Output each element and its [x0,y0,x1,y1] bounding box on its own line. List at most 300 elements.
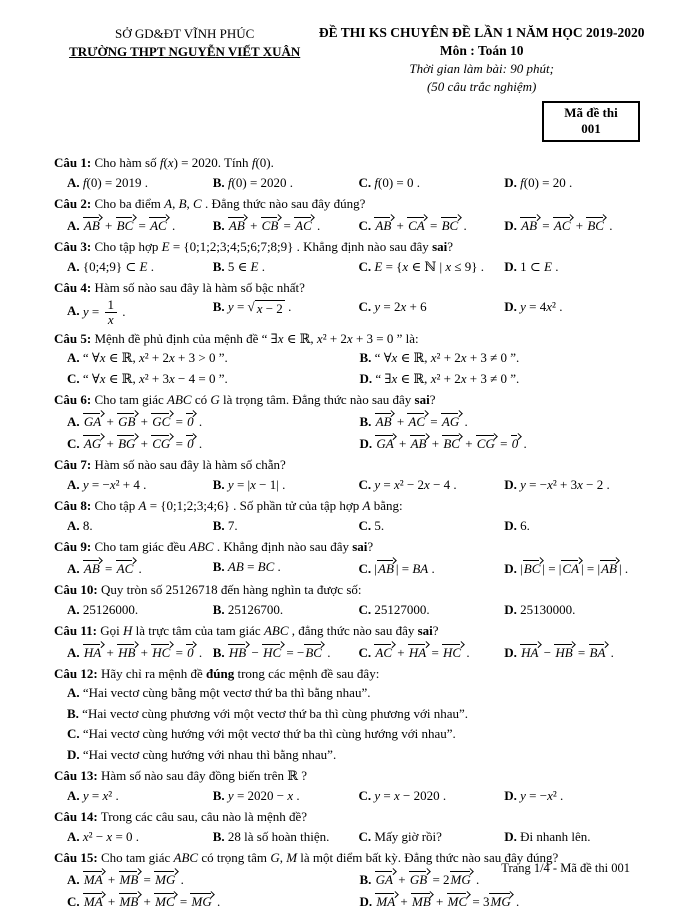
option-text: 7. [224,517,238,533]
exam-header [54,24,648,96]
option-text: f(0) = 2019 . [82,174,149,190]
option [360,890,651,912]
option [67,516,211,536]
vector-overline: BC [116,215,136,233]
option-key: C. [358,258,372,274]
vector-overline: BC [586,215,606,233]
option-text: MA + MB + MC = MG . [80,894,221,909]
question-text [54,665,648,683]
option [67,348,358,368]
option-key: B. [212,601,225,617]
vector-overline: MG [489,891,512,909]
option-key: C. [358,787,372,803]
vector-overline: HA [408,642,428,660]
option-key: B. [359,350,372,366]
question-text [54,330,648,348]
options-grid [54,600,648,620]
question-body: Cho tập hợp E = {0;1;2;3;4;5;6;7;8;9} . Khẳng định nào sau đây sai? [91,239,454,255]
option [67,557,211,579]
option-key: B. [212,644,225,660]
option-key: B. [212,787,225,803]
option-key: B. [359,413,372,429]
vector-overline: AG [441,411,461,429]
question [54,279,648,328]
question [54,154,648,193]
option-text: y = −x² + 4 . [82,476,147,492]
option-text: AB + AC = AG . [371,414,467,429]
question [54,497,648,536]
option [67,827,211,847]
option-text: HA − HB = BA . [517,645,614,660]
header-right-block [315,24,648,96]
question-label: Câu 14: [54,809,98,825]
option-key: A. [67,303,80,319]
option [67,641,211,663]
vector-overline: AC [407,411,427,429]
vector-overline: AB [410,433,429,451]
option [67,173,211,193]
option-key: D. [359,370,373,386]
vector-overline: MC [447,891,470,909]
option [359,786,503,806]
option-key: D. [504,299,517,315]
vector-overline: MA [83,869,105,887]
option-key: D. [504,828,517,844]
question-body: Gọi H là trực tâm của tam giác ABC , đẳng thức nào sau đây sai? [96,623,439,639]
vector-overline: 0 [186,411,196,429]
option-key: D. [504,258,517,274]
exam-title: ĐỀ THI KS CHUYÊN ĐỀ LẦN 1 NĂM HỌC 2019-2020 [318,25,645,40]
option-key: C. [358,174,372,190]
option-text: E = {x ∈ ℕ | x ≤ 9} . [374,258,484,274]
option-key: D. [67,746,80,762]
vector-overline: AB [83,558,102,576]
option [504,475,648,495]
option [359,641,503,663]
vector-overline: CB [261,215,281,233]
option-key: D. [504,560,517,576]
option-key: B. [212,558,225,574]
option-text: f(0) = 0 . [374,174,421,190]
option-key: A. [67,560,80,576]
square-root: √ x − 2 [247,299,283,317]
vector-overline: MC [154,891,177,909]
question [54,622,648,663]
option [67,683,648,703]
options-grid [54,257,648,277]
vector-overline: MA [83,891,105,909]
vector-overline: BC [441,215,461,233]
option-key: C. [358,601,372,617]
vector-overline: 0 [511,433,521,451]
duration-line: Thời gian làm bài: 90 phút; [409,61,554,77]
option-key: A. [67,644,80,660]
options-grid [54,475,648,495]
option-key: D. [504,476,517,492]
option [359,557,503,579]
page-footer: Trang 1/4 - Mã đề thi 001 [501,861,630,875]
question-label: Câu 12: [54,666,98,682]
option-text: 25126000. [79,601,139,617]
question-text [54,808,648,826]
option-text: “Hai vectơ cùng bằng một vectơ thứ ba thì bằng nhau”. [79,685,371,701]
question-body: Cho ba điểm A, B, C . Đẳng thức nào sau đây đúng? [91,196,366,212]
vector-overline: MB [119,869,141,887]
option-key: B. [212,476,225,492]
question-label: Câu 13: [54,768,98,784]
option [360,410,651,432]
vector-overline: BG [117,433,137,451]
option-key: C. [358,644,372,660]
question-label: Câu 15: [54,850,98,866]
vector-overline: AC [149,215,169,233]
option [504,257,648,277]
options-grid [54,641,648,663]
option [67,214,211,236]
option-text: “ ∃x ∈ ℝ, x² + 2x + 3 ≠ 0 ”. [372,370,520,386]
vector-overline: GA [83,411,103,429]
option-text: AG + BG + CG = 0 . [80,436,203,451]
option-text: |BC | = |CA | = |AB | . [517,561,628,576]
question-body: Hàm số nào sau đây là hàm số chẵn? [91,457,286,473]
option-text: y = x² . [82,787,119,803]
option-text: y = 2020 − x . [227,787,300,803]
option-key: C. [67,726,80,742]
option-text: AB = BC . [227,558,281,574]
vector-overline: HC [151,642,172,660]
option-text: y = √ x − 2 . [227,299,292,317]
option-text: GA + AB + BC + CG = 0 . [372,436,527,451]
question-text [54,279,648,297]
question [54,808,648,847]
option-key: D. [504,787,517,803]
question-label: Câu 11: [54,623,97,639]
question-text [54,238,648,256]
option [359,475,503,495]
option [213,297,357,327]
option [504,641,648,663]
vector-overline: GB [117,411,137,429]
option [359,516,503,536]
question-text [54,456,648,474]
question [54,538,648,579]
option-text: |AB | = BA . [371,561,435,576]
option [213,516,357,536]
options-grid [54,410,648,455]
option-key: D. [504,174,517,190]
vector-overline: MG [190,891,213,909]
vector-overline: HA [83,642,103,660]
question-body: Quy tròn số 25126718 đến hàng nghìn ta được số: [97,582,362,598]
option-text: 8. [79,517,93,533]
option-key: A. [67,217,80,233]
option-text: y = −x² + 3x − 2 . [520,476,610,492]
option-key: A. [67,517,80,533]
vector-overline: 0 [186,642,196,660]
question-text [54,767,648,785]
fraction: $\frac{1}{x}$ [105,298,118,326]
vector-overline: MG [450,869,473,887]
option-text: 25126700. [224,601,284,617]
vector-overline: AB [83,215,102,233]
question [54,456,648,495]
vector-overline: MG [154,869,177,887]
option [67,745,648,765]
vector-overline: HC [442,642,463,660]
vector-overline: BC [304,642,324,660]
vector-overline: GA [375,433,395,451]
question [54,581,648,620]
option [213,557,357,579]
option-text: AB + CA = BC . [371,218,467,233]
option-key: C. [358,517,372,533]
vector-overline: CG [476,433,497,451]
option-text: y = |x − 1| . [227,476,286,492]
option-text: “ ∀x ∈ ℝ, x² + 2x + 3 > 0 ”. [79,350,228,366]
question-text [54,195,648,213]
option [359,173,503,193]
option [67,868,358,890]
option-text: MA + MB = MG . [80,872,184,887]
question-body: Cho hàm số f(x) = 2020. Tính f(0). [91,155,274,171]
vector-overline: BA [589,642,608,660]
question-body: Cho tam giác đều ABC . Khẳng định nào sau đây sai? [91,539,374,555]
option-text: GA + GB + GC = 0 . [80,414,203,429]
option-text: HA + HB + HC = 0 . [80,645,203,660]
option-key: C. [67,894,80,909]
vector-overline: AC [294,215,314,233]
options-grid [54,173,648,193]
option [213,641,357,663]
option-text: GA + GB = 2MG . [371,872,479,887]
option-text: “ ∀x ∈ ℝ, x² + 2x + 3 ≠ 0 ”. [371,350,520,366]
option-text: y = $\frac{1}{x}$ . [82,297,126,328]
option [67,432,358,454]
option-text: y = 2x + 6 [374,299,427,315]
option-text: MA + MB + MC = 3MG . [372,894,519,909]
question [54,330,648,389]
question-body: Hãy chỉ ra mệnh đề đúng trong các mệnh đề sau đây: [97,666,380,682]
option-text: 25130000. [516,601,576,617]
vector-overline: CG [151,433,172,451]
question-label: Câu 4: [54,280,92,296]
exam-code-box [542,101,640,143]
option-key: D. [359,436,373,452]
vector-overline: CA [407,215,427,233]
option [504,557,648,579]
question [54,195,648,236]
option-text: f(0) = 2020 . [227,174,294,190]
option [504,786,648,806]
option [504,297,648,327]
option-text: y = x − 2020 . [374,787,447,803]
options-grid [54,827,648,847]
option-text: f(0) = 20 . [520,174,573,190]
option [67,704,648,724]
option [360,369,651,389]
options-grid [54,557,648,579]
option [359,257,503,277]
question-label: Câu 7: [54,457,92,473]
vector-overline: AB [377,558,396,576]
option-key: A. [67,476,80,492]
question-body: Mệnh đề phủ định của mệnh đề “ ∃x ∈ ℝ, x² + 2x + 3 = 0 ” là: [91,330,419,346]
question-text [54,622,648,640]
vector-overline: MB [119,891,141,909]
question-label: Câu 9: [54,539,92,555]
option-key: A. [67,685,80,701]
option-key: A. [67,787,80,803]
option [504,173,648,193]
vector-overline: BC [523,558,543,576]
option-text: 28 là số hoàn thiện. [224,828,330,844]
question-text [54,538,648,556]
option-key: C. [358,476,372,492]
option-key: C. [67,436,80,452]
vector-overline: HB [228,642,248,660]
option-text: “ ∀x ∈ ℝ, x² + 3x − 4 = 0 ”. [79,370,228,386]
option [213,475,357,495]
option [504,600,648,620]
option-key: A. [67,601,80,617]
question [54,391,648,454]
question-label: Câu 2: [54,196,92,212]
option-key: A. [67,828,80,844]
option [67,369,358,389]
option-text: HB − HC = −BC . [225,645,331,660]
option [213,214,357,236]
vector-overline: BC [442,433,462,451]
vector-overline: 0 [186,433,196,451]
vector-overline: AB [374,215,393,233]
option-key: A. [67,413,80,429]
option-key: C. [358,217,372,233]
option [359,600,503,620]
option-key: A. [67,258,80,274]
exam-code-label: Mã đề thi [564,104,618,120]
vector-overline: AB [600,558,619,576]
option [67,410,358,432]
option-text: y = x² − 2x − 4 . [374,476,457,492]
question-count-note: (50 câu trắc nghiệm) [426,78,537,94]
option [359,214,503,236]
option-key: B. [212,174,225,190]
question-text [54,154,648,172]
vector-overline: GB [409,869,429,887]
option-text: x² − x = 0 . [82,828,140,844]
option-text: y = 4x² . [520,299,563,315]
option-text: y = −x² . [520,787,564,803]
question-label: Câu 6: [54,392,92,408]
question-body: Cho tam giác ABC có G là trọng tâm. Đẳng thức nào sau đây sai? [91,392,436,408]
vector-overline: MB [411,891,433,909]
exam-code-value: 001 [581,121,601,137]
option [67,724,648,744]
vector-overline: HB [554,642,574,660]
option-key: A. [67,350,80,366]
option-key: C. [67,370,80,386]
question [54,665,648,765]
option-text: 5 ∈ E . [224,258,265,274]
question-text [54,391,648,409]
vector-overline: AG [83,433,103,451]
option-key: D. [504,517,517,533]
option-key: D. [504,644,517,660]
question-body: Cho tam giác ABC có trọng tâm G, M là một điểm bất kỳ. Đẳng thức nào sau đây đúng? [97,850,559,866]
option [213,827,357,847]
option [67,475,211,495]
option-text: AB + BC = AC . [80,218,176,233]
option-key: C. [358,299,372,315]
header-left-block [54,24,315,96]
vector-overline: HB [117,642,137,660]
question [54,849,648,912]
option-key: D. [504,601,517,617]
vector-overline: AB [520,215,539,233]
option-text: AC + HA = HC . [371,645,469,660]
option [67,786,211,806]
vector-overline: AC [116,558,136,576]
option-text: Mấy giờ rồi? [371,828,442,844]
question-label: Câu 10: [54,582,98,598]
option-key: A. [67,174,80,190]
question-body: Cho tập A = {0;1;2;3;4;6} . Số phần tử của tập hợp A bằng: [91,498,403,514]
option-key: B. [212,828,225,844]
school-name: TRƯỜNG THPT NGUYỄN VIẾT XUÂN [69,43,301,59]
option-text: AB + CB = AC . [225,218,321,233]
option-text: “Hai vectơ cùng phương với một vectơ thứ ba thì cùng phương với nhau”. [78,705,469,721]
vector-overline: AB [228,215,247,233]
options-grid [54,348,648,389]
option [67,297,211,327]
options-grid [54,297,648,327]
option-text: 5. [371,517,385,533]
option-text: “Hai vectơ cùng hướng với một vectơ thứ ba thì cùng hướng với nhau”. [79,726,456,742]
option-key: B. [67,705,79,721]
option [213,786,357,806]
option-key: B. [359,871,372,887]
subject-line: Môn : Toán 10 [439,43,524,59]
option-text: Đi nhanh lên. [516,828,591,844]
option [360,348,651,368]
question [54,767,648,806]
option-key: B. [212,517,225,533]
option [67,257,211,277]
option [67,890,358,912]
questions-list [54,154,648,912]
vector-overline: CA [561,558,581,576]
option-text: “Hai vectơ cùng hướng với nhau thì bằng nhau”. [79,746,337,762]
option [213,257,357,277]
option [360,432,651,454]
option-key: D. [504,217,517,233]
option-text: AB = AC + BC . [517,218,613,233]
option-text: 25127000. [371,601,430,617]
option-key: B. [212,217,225,233]
options-grid [54,683,648,765]
option-text: AB = AC . [80,561,142,576]
option [504,516,648,536]
vector-overline: HA [520,642,540,660]
option [504,214,648,236]
options-grid [54,214,648,236]
option [213,173,357,193]
question-text [54,581,648,599]
option [67,600,211,620]
option [359,827,503,847]
option [213,600,357,620]
option-key: B. [212,258,225,274]
